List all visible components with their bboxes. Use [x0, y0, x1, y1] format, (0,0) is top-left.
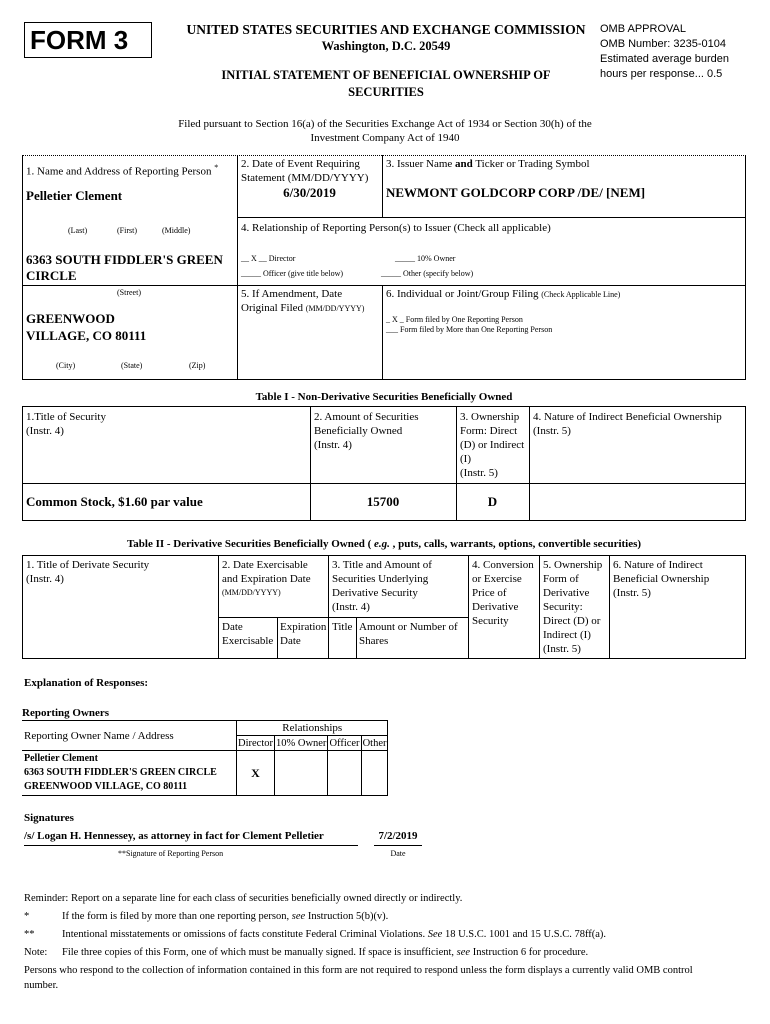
- fn-star-post: Instruction 5(b)(v).: [305, 911, 389, 922]
- caption-street: (Street): [117, 288, 141, 297]
- signature-date: 7/2/2019: [378, 830, 418, 842]
- ro-col-officer: Officer: [329, 737, 360, 749]
- omb-approval: [600, 22, 729, 82]
- box5-label-1: 5. If Amendment, Date: [241, 288, 343, 300]
- ro-col-owner: 10% Owner: [275, 737, 327, 749]
- table2-col3: [332, 558, 432, 614]
- ro-owner-1: Pelletier Clement: [24, 753, 98, 764]
- ro-col-director: Director: [238, 737, 273, 749]
- security-title: Common Stock, $1.60 par value: [26, 494, 203, 509]
- box1-label: [26, 161, 218, 179]
- caption-last: (Last): [68, 226, 88, 235]
- t1-col2-l1: 2. Amount of Securities: [314, 411, 419, 423]
- rel-other: _____ Other (specify below): [381, 269, 474, 278]
- box1-label-mark: *: [214, 163, 219, 172]
- reporting-person-street: [26, 252, 223, 284]
- t2-col1-l1: 1. Title of Derivate Security: [26, 559, 150, 571]
- city-line-2: VILLAGE, CO 80111: [26, 328, 147, 343]
- t1-col4-l2: (Instr. 5): [533, 425, 571, 437]
- t2-col2a-l2: Exercisable: [222, 635, 274, 647]
- table1-col1: [26, 410, 106, 438]
- street-line-1: 6363 SOUTH FIDDLER'S GREEN: [26, 252, 223, 267]
- caption-state: (State): [121, 361, 143, 370]
- ro-owner-cell: [22, 751, 237, 796]
- t2-col2a-l1: Date: [222, 621, 243, 633]
- statement-title-2: SECURITIES: [348, 85, 424, 99]
- t1-col3-l3: (D) or Indirect: [460, 439, 525, 451]
- t2-col4-l5: Security: [472, 615, 509, 627]
- fn-star-pre: If the form is filed by more than one reporting person,: [62, 911, 292, 922]
- city-line-1: GREENWOOD: [26, 311, 115, 326]
- box2-label-2: Statement (MM/DD/YYYY): [241, 172, 369, 184]
- persons-line-2: number.: [24, 980, 59, 991]
- t1-col1-l2: (Instr. 4): [26, 425, 64, 437]
- explanation-heading: Explanation of Responses:: [24, 677, 149, 689]
- t2-col2b-l2: Date: [280, 635, 301, 647]
- ro-relationships: Relationships: [237, 721, 388, 736]
- box3-label-pre: 3. Issuer Name: [386, 158, 456, 170]
- t2-title-post: , puts, calls, warrants, options, convertible securities): [389, 538, 642, 550]
- table2-col2a: [222, 620, 273, 648]
- commission-city: Washington, D.C. 20549: [321, 39, 451, 53]
- t2-col2-small: (MM/DD/YYYY): [222, 588, 281, 597]
- t2-col4-l4: Derivative: [472, 601, 519, 613]
- issuer-name: NEWMONT GOLDCORP CORP /DE/ [NEM]: [386, 185, 646, 200]
- t1-col3-l4: (I): [460, 453, 471, 465]
- table1-col4: [533, 410, 722, 438]
- ro-col-name: Reporting Owner Name / Address: [22, 721, 237, 751]
- reporting-owners-heading: Reporting Owners: [22, 707, 110, 719]
- statement-title-1: INITIAL STATEMENT OF BENEFICIAL OWNERSHIP OF: [221, 68, 551, 82]
- t2-col5-l7: (Instr. 5): [543, 643, 581, 655]
- fn-note-see: see: [456, 947, 471, 958]
- table1-col3: [460, 410, 524, 480]
- t2-col4-l1: 4. Conversion: [472, 559, 534, 571]
- box6-label-small: (Check Applicable Line): [541, 290, 621, 299]
- filed-line-2: Investment Company Act of 1940: [310, 132, 460, 144]
- reminder: Reminder: Report on a separate line for each class of securities beneficially owned directly or indirectly.: [24, 893, 463, 904]
- box6-label-text: 6. Individual or Joint/Group Filing: [386, 288, 539, 300]
- t2-col5-l5: Direct (D) or: [543, 615, 601, 627]
- sig-caption-text: Signature of Reporting Person: [126, 849, 224, 858]
- t2-col6-l3: (Instr. 5): [613, 587, 651, 599]
- sig-mark: **: [118, 849, 126, 858]
- box5-label-2-small: (MM/DD/YYYY): [305, 304, 365, 313]
- fn-star-see: see: [291, 911, 306, 922]
- box1-label-text: 1. Name and Address of Reporting Person: [26, 165, 212, 178]
- box6-label: [386, 287, 620, 302]
- commission-name: UNITED STATES SECURITIES AND EXCHANGE COMMISSION: [186, 22, 586, 37]
- table2-col6: [613, 558, 709, 600]
- fn-dstar-post: 18 U.S.C. 1001 and 15 U.S.C. 78ff(a).: [442, 929, 607, 940]
- ro-officer-empty: [328, 751, 361, 796]
- table2-col4: [472, 558, 534, 628]
- rel-officer: _____ Officer (give title below): [241, 269, 344, 278]
- event-date: 6/30/2019: [283, 185, 336, 200]
- ro-owner-2: 6363 SOUTH FIDDLER'S GREEN CIRCLE: [24, 767, 217, 778]
- table1-title: Table I - Non-Derivative Securities Beneficially Owned: [255, 391, 513, 403]
- filed-pursuant: [24, 117, 746, 145]
- box4-label: 4. Relationship of Reporting Person(s) to Issuer (Check all applicable): [241, 222, 551, 234]
- box5-label: [241, 287, 364, 316]
- caption-middle: (Middle): [162, 226, 191, 235]
- t2-col5-l4: Security:: [543, 601, 583, 613]
- street-line-2: CIRCLE: [26, 268, 77, 283]
- table2-col3b: [359, 620, 458, 648]
- persons-notice: [24, 963, 746, 993]
- omb-burden-2: hours per response... 0.5: [600, 68, 723, 80]
- t2-col3-l4: (Instr. 4): [332, 601, 370, 613]
- t2-col3b-l1: Amount or Number of: [359, 621, 458, 633]
- table2-col2b: [280, 620, 326, 648]
- t2-col1-l2: (Instr. 4): [26, 573, 64, 585]
- box3-label: [386, 157, 590, 171]
- t2-col3b-l2: Shares: [359, 635, 389, 647]
- t2-col4-l2: or Exercise: [472, 573, 522, 585]
- caption-city: (City): [56, 361, 76, 370]
- footnote-star-text: [62, 909, 388, 924]
- t2-col6-l1: 6. Nature of Indirect: [613, 559, 703, 571]
- t1-col2-l3: (Instr. 4): [314, 439, 352, 451]
- t2-col3-l1: 3. Title and Amount of: [332, 559, 432, 571]
- reporting-owners-table: [22, 720, 388, 796]
- t2-col2-l1: 2. Date Exercisable: [222, 559, 308, 571]
- table1-col2: [314, 410, 419, 452]
- caption-zip: (Zip): [189, 361, 206, 370]
- fn-note-pre: File three copies of this Form, one of which must be manually signed. If space is insufficient,: [62, 947, 457, 958]
- ro-other-empty: [361, 751, 388, 796]
- form-title: FORM 3: [24, 22, 152, 58]
- footnote-dstar: **: [24, 929, 35, 940]
- box3-label-and: and: [455, 158, 473, 170]
- t2-title-eg: e.g.: [374, 538, 390, 550]
- t2-col5-l2: Form of: [543, 573, 579, 585]
- t1-col2-l2: Beneficially Owned: [314, 425, 403, 437]
- footnote-note-text: [62, 945, 588, 960]
- fn-note-post: Instruction 6 for procedure.: [470, 947, 589, 958]
- t2-col5-l6: Indirect (I): [543, 629, 591, 641]
- box3-label-post: Ticker or Trading Symbol: [472, 158, 590, 170]
- filed-line-1: Filed pursuant to Section 16(a) of the Securities Exchange Act of 1934 or Section 30(h) of the: [178, 118, 592, 130]
- t1-col3-l1: 3. Ownership: [460, 411, 520, 423]
- t1-col3-l2: Form: Direct: [460, 425, 518, 437]
- omb-burden-1: Estimated average burden: [600, 53, 730, 65]
- filing-option-one: _ X _ Form filed by One Reporting Person: [386, 315, 523, 324]
- signer: /s/ Logan H. Hennessey, as attorney in fact for Clement Pelletier: [24, 830, 324, 842]
- footnote-star: *: [24, 911, 30, 922]
- t2-col4-l3: Price of: [472, 587, 507, 599]
- reporting-person-name: Pelletier Clement: [26, 188, 123, 203]
- ro-owner-3: GREENWOOD VILLAGE, CO 80111: [24, 781, 188, 792]
- box2-label-1: 2. Date of Event Requiring: [241, 158, 360, 170]
- t2-col3-l2: Securities Underlying: [332, 573, 429, 585]
- t1-col1-l1: 1.Title of Security: [26, 411, 106, 423]
- t1-col3-l5: (Instr. 5): [460, 467, 498, 479]
- table2-col3a: Title: [332, 621, 353, 633]
- rel-ten-percent-owner: _____ 10% Owner: [395, 254, 456, 263]
- caption-first: (First): [117, 226, 137, 235]
- box2-label: [241, 157, 368, 185]
- filing-option-more: ___ Form filed by More than One Reporting Person: [386, 325, 553, 334]
- footnote-dstar-text: [62, 927, 606, 942]
- reporting-person-city: [26, 310, 146, 344]
- fn-dstar-see: See: [427, 929, 443, 940]
- t2-col6-l2: Beneficial Ownership: [613, 573, 710, 585]
- signature-caption: [118, 849, 223, 858]
- omb-approval-title: OMB APPROVAL: [600, 23, 686, 35]
- t2-col5-l1: 5. Ownership: [543, 559, 603, 571]
- ownership-form: D: [487, 494, 498, 509]
- ro-col-other: Other: [362, 737, 387, 749]
- omb-number: OMB Number: 3235-0104: [600, 38, 726, 50]
- t2-col2b-l1: Expiration: [280, 621, 327, 633]
- t1-col4-l1: 4. Nature of Indirect Beneficial Ownership: [533, 411, 722, 423]
- rel-director: __ X __ Director: [241, 254, 296, 263]
- ro-director-mark: X: [237, 751, 275, 796]
- t2-col2-l2: and Expiration Date: [222, 573, 311, 585]
- t2-col5-l3: Derivative: [543, 587, 590, 599]
- security-amount: 15700: [366, 494, 400, 509]
- ro-owner-empty: [274, 751, 327, 796]
- box5-label-2: Original Filed: [241, 302, 304, 314]
- table2-title: [22, 538, 746, 550]
- fn-dstar-pre: Intentional misstatements or omissions of facts constitute Federal Criminal Violations.: [62, 929, 428, 940]
- date-caption: Date: [390, 849, 406, 858]
- table2-col2: [222, 558, 311, 600]
- signatures-heading: Signatures: [24, 812, 74, 824]
- table2-col5: [543, 558, 602, 656]
- footnote-note: Note:: [24, 947, 48, 958]
- persons-line-1: Persons who respond to the collection of information contained in this form are not required to respond unless the form displays a currently valid OMB control: [24, 965, 693, 976]
- t2-title-pre: Table II - Derivative Securities Beneficially Owned (: [126, 538, 375, 550]
- table2-col1: [26, 558, 149, 586]
- t2-col3-l3: Derivative Security: [332, 587, 418, 599]
